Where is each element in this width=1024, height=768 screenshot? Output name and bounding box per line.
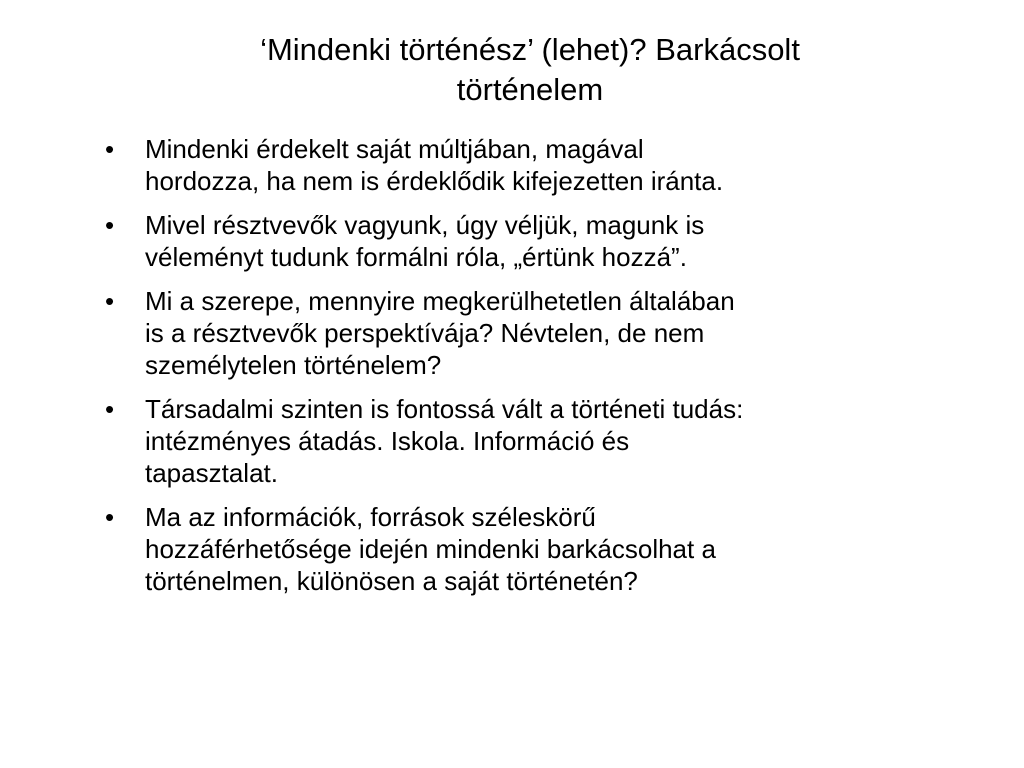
bullet-dot-icon: • [105, 502, 115, 532]
bullet-item [100, 133, 960, 197]
bullet-text-line: személytelen történelem? [145, 350, 442, 380]
bullet-text-line: Ma az információk, források széleskörű [145, 502, 596, 532]
bullet-text-line: véleményt tudunk formálni róla, „értünk hozzá”. [145, 242, 687, 272]
bullet-text-line: Mindenki érdekelt saját múltjában, magával [145, 134, 644, 164]
bullet-dot-icon: • [105, 134, 115, 164]
bullet-dot-icon: • [105, 210, 115, 240]
bullet-text-line: intézményes átadás. Iskola. Információ és [145, 426, 630, 456]
bullet-text-line: hordozza, ha nem is érdeklődik kifejezetten iránta. [145, 166, 724, 196]
bullet-dot-icon: • [105, 394, 115, 424]
bullet-item [100, 501, 960, 597]
bullet-item [100, 393, 960, 489]
bullet-text-line: Társadalmi szinten is fontossá vált a történeti tudás: [145, 394, 744, 424]
slide-title-line: történelem [456, 72, 604, 107]
bullet-text-line: hozzáférhetősége idején mindenki barkácsolhat a [145, 534, 716, 564]
bullet-dot-icon: • [105, 286, 115, 316]
bullet-item [100, 209, 960, 273]
slide-title-line: ‘Mindenki történész’ (lehet)? Barkácsolt [260, 32, 800, 67]
bullet-text-line: tapasztalat. [145, 458, 278, 488]
bullet-text-line: Mivel résztvevők vagyunk, úgy véljük, magunk is [145, 210, 705, 240]
bullet-list [100, 133, 960, 609]
bullet-text-line: történelmen, különösen a saját történetén? [145, 566, 638, 596]
bullet-text-line: Mi a szerepe, mennyire megkerülhetetlen általában [145, 286, 735, 316]
bullet-item [100, 285, 960, 381]
bullet-text-line: is a résztvevők perspektívája? Névtelen, de nem [145, 318, 705, 348]
slide-title [160, 30, 900, 110]
